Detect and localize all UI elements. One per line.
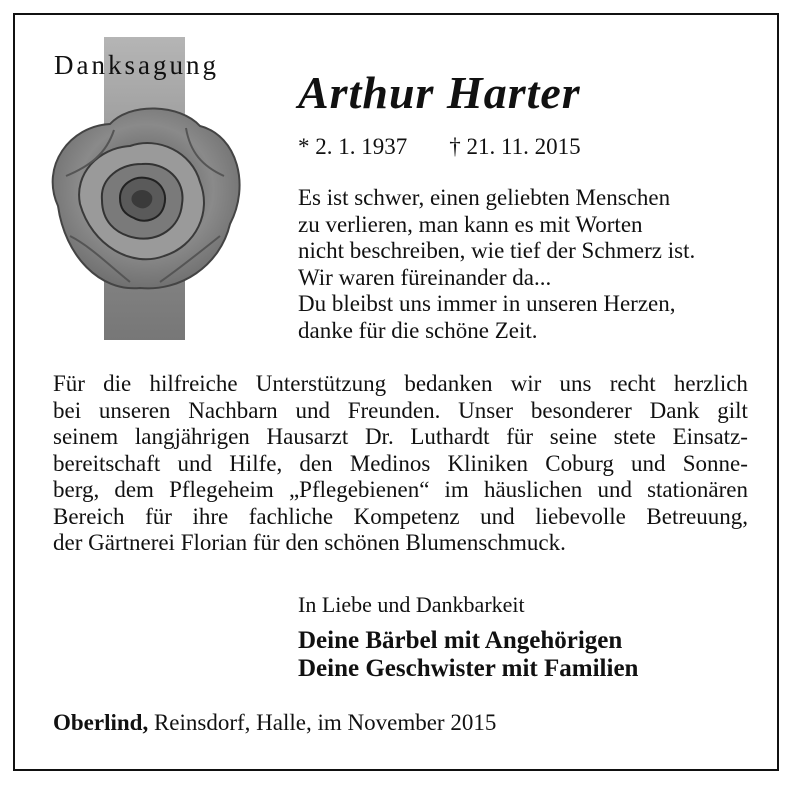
word: Bereich: [53, 503, 125, 529]
word: Sonne-: [682, 450, 748, 476]
word: langjährigen: [134, 424, 250, 449]
thanks-line: [53, 451, 748, 478]
thanks-paragraph: [53, 371, 748, 557]
word: Kompetenz: [353, 503, 460, 529]
life-dates: [298, 134, 581, 160]
thanks-line: [53, 371, 748, 398]
closing-phrase: In Liebe und Dankbarkeit: [298, 592, 525, 617]
place-rest: Reinsdorf, Halle, im November 2015: [148, 710, 497, 735]
word: Medinos: [349, 450, 431, 476]
word: Dank: [649, 397, 700, 423]
word: bedanken: [404, 371, 493, 396]
word: ihre: [192, 503, 229, 529]
rose-icon: [40, 96, 250, 296]
word: und: [295, 397, 330, 423]
word: und: [631, 450, 666, 476]
word: dem: [114, 477, 154, 502]
signers-block: [298, 627, 638, 683]
word: bereitschaft: [53, 450, 161, 476]
word: für: [506, 424, 534, 449]
birth-date: * 2. 1. 1937: [298, 134, 408, 159]
word: Kliniken: [447, 450, 529, 476]
poem-line: Wir waren füreinander da...: [298, 264, 552, 290]
thanks-line: [53, 398, 748, 425]
poem-line: Du bleibst uns immer in unseren Herzen,: [298, 291, 676, 316]
word: recht: [609, 371, 656, 396]
word: Betreuung,: [646, 503, 748, 529]
word: Dr.: [364, 424, 394, 449]
word: berg,: [53, 477, 100, 502]
word: hilfreiche: [149, 371, 238, 396]
word: für: [145, 503, 172, 529]
word: Unser: [458, 397, 514, 423]
word: stete: [613, 424, 656, 449]
word: „Pflegebienen“: [288, 477, 430, 502]
poem-block: [298, 185, 695, 344]
word: uns: [559, 371, 592, 396]
word: herzlich: [673, 371, 748, 396]
thanks-line: der Gärtnerei Florian für den schönen Blumenschmuck.: [53, 530, 566, 555]
word: den: [299, 450, 333, 476]
word: unseren: [98, 397, 171, 423]
thanks-line: [53, 504, 748, 531]
word: gilt: [717, 397, 748, 423]
word: liebevolle: [535, 503, 626, 529]
word: Freunden.: [347, 397, 441, 423]
word: Einsatz-: [672, 424, 748, 449]
word: Coburg: [545, 450, 614, 476]
poem-line: zu verlieren, man kann es mit Worten: [298, 211, 643, 237]
word: Unterstützung: [255, 371, 387, 396]
word: Pflegeheim: [169, 477, 274, 502]
word: Hausarzt: [266, 424, 349, 449]
thanks-line: [53, 477, 748, 504]
word: wir: [510, 371, 542, 396]
thanks-line: [53, 424, 748, 451]
word: stationären: [647, 477, 748, 502]
word: seinem: [53, 424, 119, 449]
word: häuslichen: [483, 477, 583, 502]
word: und: [177, 450, 212, 476]
signer-line: Deine Geschwister mit Familien: [298, 655, 639, 682]
signer-line: Deine Bärbel mit Angehörigen: [298, 627, 623, 654]
word: im: [444, 477, 469, 502]
word: und: [597, 477, 632, 502]
place-and-date: [53, 710, 496, 736]
word: Für: [53, 371, 85, 396]
word: bei: [53, 397, 82, 423]
death-date: † 21. 11. 2015: [449, 134, 581, 159]
word: die: [103, 371, 132, 396]
word: Nachbarn: [188, 397, 278, 423]
poem-line: nicht beschreiben, wie tief der Schmerz ist.: [298, 238, 696, 263]
word: und: [480, 503, 515, 529]
word: seine: [549, 424, 598, 449]
word: besonderer: [530, 397, 632, 423]
word: Hilfe,: [229, 450, 283, 476]
deceased-name: Arthur Harter: [298, 67, 581, 118]
poem-line: danke für die schöne Zeit.: [298, 317, 538, 343]
place-town: Oberlind,: [53, 710, 149, 735]
notice-heading: Danksagung: [54, 50, 219, 80]
word: fachliche: [248, 503, 334, 529]
word: Luthardt: [410, 424, 490, 449]
poem-line: Es ist schwer, einen geliebten Menschen: [298, 185, 671, 210]
